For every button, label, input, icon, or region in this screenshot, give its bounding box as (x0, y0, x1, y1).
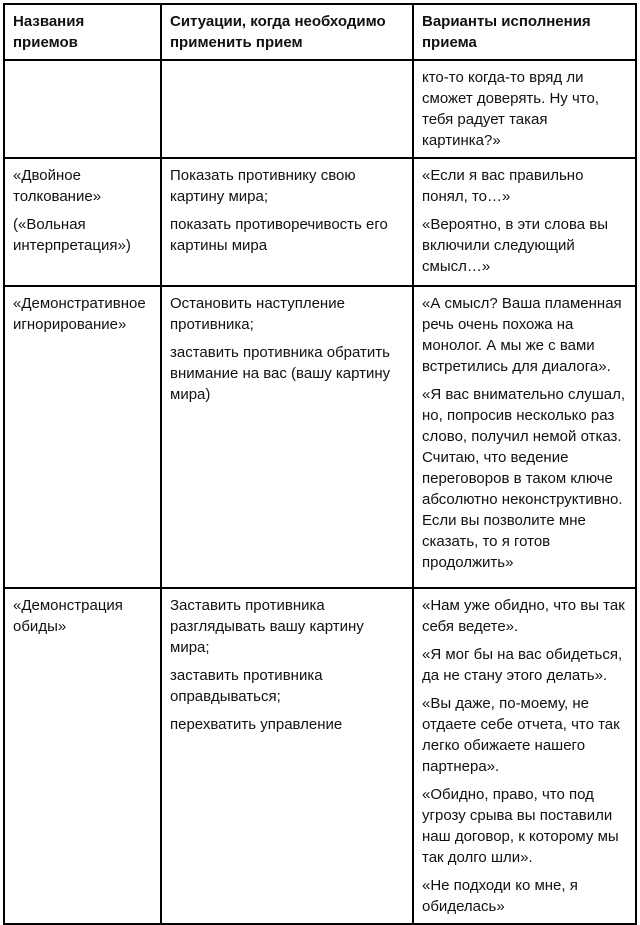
variant-text: «Я вас внимательно слушал, но, попросив несколько раз слово, получил немой отказ. Считаю, что ведение переговоров в таком ключе абсолютно неконструктивно. Если вы позволите мне сказать, то я готов продолжить» (422, 386, 626, 571)
situation-text: заставить противника оправдываться; (170, 667, 323, 705)
column-header-situations: Ситуации, когда необходимо применить прием (161, 4, 413, 60)
variant-text: «Вероятно, в эти слова вы включили следующий смысл…» (422, 216, 609, 275)
variants-cell (413, 158, 636, 286)
variant-text: «Нам уже обидно, что вы так себя ведете». (422, 597, 625, 635)
variant-text: «Вы даже, по-моему, не отдаете себе отчета, что так легко обижаете нашего партнера». (422, 695, 620, 775)
technique-name-text: «Демонстративное игнорирование» (13, 295, 146, 333)
column-header-technique-names: Названия приемов (4, 4, 161, 60)
technique-name-cell (4, 286, 161, 588)
table-row-continuation (4, 60, 636, 158)
variant-text: кто-то когда-то вряд ли сможет доверять. Ну что, тебя радует такая картинка?» (422, 69, 599, 149)
situations-cell (161, 158, 413, 286)
technique-name-text: «Двойное толкование» (13, 167, 102, 205)
variant-text: «Обидно, право, что под угрозу срыва вы поставили наш договор, к которому мы так долго шли». (422, 786, 619, 866)
situation-text: показать противоречивость его картины мира (170, 216, 388, 254)
situations-cell (161, 286, 413, 588)
variants-cell (413, 286, 636, 588)
situations-cell (161, 588, 413, 924)
situation-text: заставить противника обратить внимание на вас (вашу картину мира) (170, 344, 391, 403)
technique-name-text: («Вольная интерпретация») (13, 216, 131, 254)
table-row-demonstrative-ignoring (4, 286, 636, 588)
situation-text: Показать противнику свою картину мира; (170, 167, 356, 205)
situations-cell (161, 60, 413, 158)
table-row-demonstration-of-offense (4, 588, 636, 924)
variants-cell (413, 60, 636, 158)
variants-cell (413, 588, 636, 924)
variant-text: «Я мог бы на вас обидеться, да не стану этого делать». (422, 646, 623, 684)
situation-text: перехватить управление (170, 716, 343, 733)
technique-name-cell (4, 158, 161, 286)
variant-text: «Если я вас правильно понял, то…» (422, 167, 584, 205)
variant-text: «А смысл? Ваша пламенная речь очень похожа на монолог. А мы же с вами встретились для диалога». (422, 295, 622, 375)
table-row-double-interpretation (4, 158, 636, 286)
situation-text: Заставить противника разглядывать вашу картину мира; (170, 597, 364, 656)
variant-text: «Не подходи ко мне, я обиделась» (422, 877, 578, 915)
column-header-variants: Варианты исполнения приема (413, 4, 636, 60)
header-row (4, 4, 636, 60)
technique-name-cell (4, 60, 161, 158)
situation-text: Остановить наступление противника; (170, 295, 345, 333)
technique-name-text: «Демонстрация обиды» (13, 597, 123, 635)
technique-name-cell (4, 588, 161, 924)
negotiation-techniques-table (3, 3, 637, 925)
